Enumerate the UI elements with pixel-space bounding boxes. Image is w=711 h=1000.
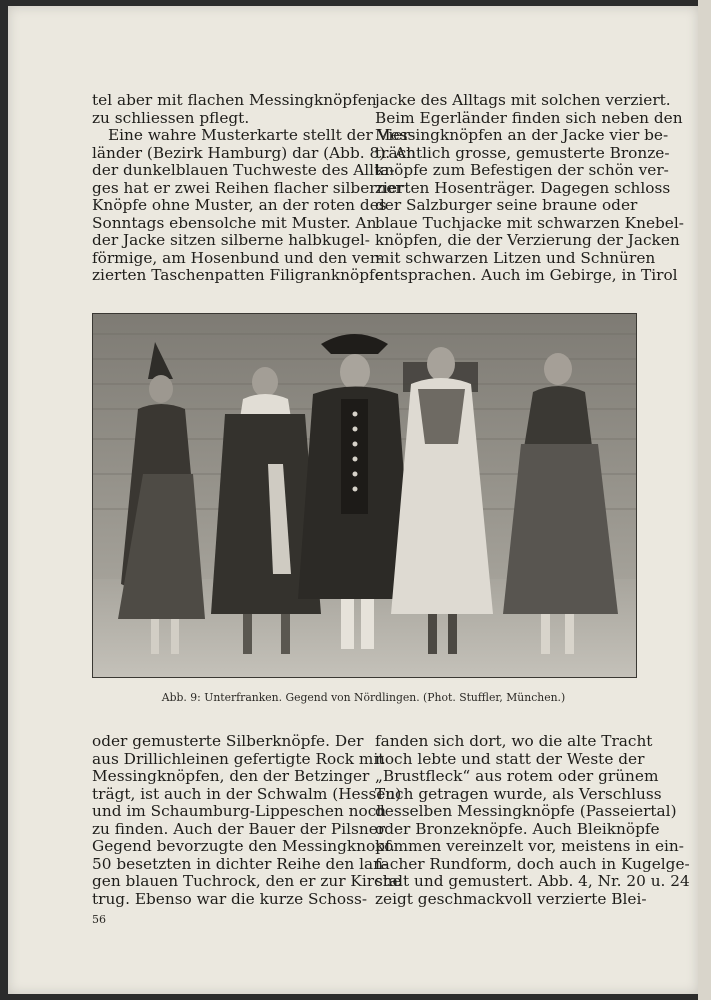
text-line: Eine wahre Musterkarte stellt der Vier- (108, 126, 415, 144)
text-line: zierten Hosenträger. Dagegen schloss (375, 178, 671, 197)
text-line: tel aber mit flachen Messingknöpfen (92, 91, 377, 109)
text-line: der Salzburger seine braune oder (375, 196, 638, 214)
page-number: 56 (92, 913, 106, 926)
text-line: Tuch getragen wurde, als Verschluss (375, 784, 662, 803)
text-line: knöpfe zum Befestigen der schön ver- (375, 161, 669, 179)
text-line: länder (Bezirk Hamburg) dar (Abb. 8). An (92, 143, 416, 162)
text-line: kommen vereinzelt vor, meistens in ein- (375, 837, 684, 855)
figure-caption: Abb. 9: Unterfranken. Gegend von Nördlingen. (Phot. Stuffler, München.) (161, 691, 566, 704)
text-line: der Jacke sitzen silberne halbkugel- (92, 231, 370, 249)
text-line: trächtlich grosse, gemusterte Bronze- (375, 143, 670, 162)
text-line: jacke des Alltags mit solchen verziert. (375, 91, 671, 109)
text-line: stalt und gemustert. Abb. 4, Nr. 20 u. 24 (375, 872, 690, 890)
text-line: Messingknöpfen an der Jacke vier be- (375, 126, 669, 144)
text-line: fanden sich dort, wo die alte Tracht (375, 732, 653, 750)
text-line: Beim Egerländer finden sich neben den (375, 108, 683, 127)
text-line: gen blauen Tuchrock, den er zur Kirche (92, 872, 402, 890)
text-line: und im Schaumburg-Lippeschen noch (92, 802, 387, 820)
costume-group-photo (93, 314, 636, 677)
text-line: desselben Messingknöpfe (Passeiertal) (375, 802, 677, 820)
text-line: „Brustfleck“ aus rotem oder grünem (375, 767, 659, 785)
text-line: Gegend bevorzugte den Messingknopf. (92, 837, 396, 855)
text-line: ges hat er zwei Reihen flacher silberner (92, 178, 403, 197)
text-line: zeigt geschmackvoll verzierte Blei- (375, 889, 647, 908)
text-line: blaue Tuchjacke mit schwarzen Knebel- (375, 213, 684, 232)
text-line: knöpfen, die der Verzierung der Jacken (375, 231, 680, 249)
text-column-top-left (92, 91, 416, 285)
text-line: oder Bronzeknöpfe. Auch Bleiknöpfe (375, 819, 660, 838)
text-line: Messingknöpfen, den der Betzinger (92, 767, 370, 785)
text-column-bottom-left (92, 732, 402, 908)
text-line: trägt, ist auch in der Schwalm (Hessen) (92, 784, 402, 803)
text-line: zu finden. Auch der Bauer der Pilsner (92, 819, 386, 838)
text-line: förmige, am Hosenbund und den ver- (92, 248, 383, 267)
text-line: aus Drillichleinen gefertigte Rock mit (92, 749, 385, 768)
text-line: facher Rundform, doch auch in Kugelge- (375, 854, 690, 873)
text-column-bottom-right (375, 732, 690, 908)
photo-figure (92, 313, 637, 678)
text-line: 50 besetzten in dichter Reihe den lan- (92, 854, 389, 873)
text-line: der dunkelblauen Tuchweste des Alltа- (92, 161, 395, 179)
text-line: zierten Taschenpatten Filigranknöpfe (92, 266, 384, 284)
text-line: Sonntags ebensolche mit Muster. An (92, 213, 377, 232)
text-line: oder gemusterte Silberknöpfe. Der (92, 732, 364, 750)
text-line: Knöpfe ohne Muster, an der roten des (92, 196, 387, 214)
text-line: mit schwarzen Litzen und Schnüren (375, 248, 656, 267)
text-line: trug. Ebenso war die kurze Schoss- (92, 889, 367, 908)
text-line: noch lebte und statt der Weste der (375, 749, 645, 768)
text-line: entsprachen. Auch im Gebirge, in Tirol (375, 266, 678, 284)
text-line: zu schliessen pflegt. (92, 108, 250, 127)
page-edge (698, 0, 711, 1000)
text-column-top-right (375, 91, 684, 285)
